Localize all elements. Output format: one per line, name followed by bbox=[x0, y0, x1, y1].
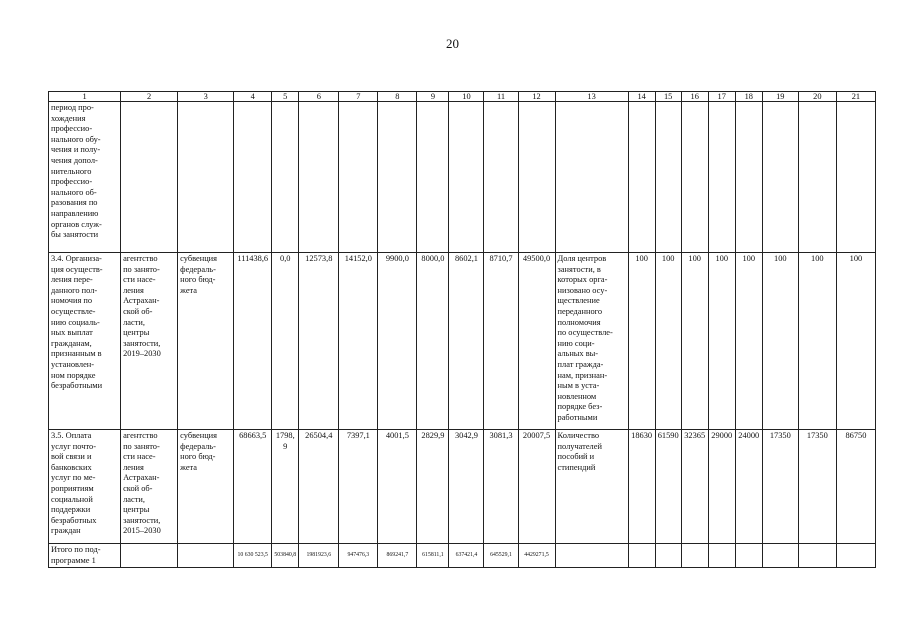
amount-cell: 2829,9 bbox=[417, 430, 449, 544]
funding-source-cell bbox=[178, 102, 234, 253]
indicator-value-cell: 100 bbox=[708, 253, 735, 430]
amount-cell: 4429271,5 bbox=[518, 544, 555, 568]
indicator-value-cell: 100 bbox=[762, 253, 798, 430]
table-row bbox=[49, 430, 876, 544]
executor-cell bbox=[121, 544, 178, 568]
indicator-value-cell bbox=[655, 544, 681, 568]
indicator-value-cell: 100 bbox=[836, 253, 875, 430]
indicator-value-cell bbox=[735, 544, 762, 568]
program-table bbox=[48, 91, 876, 568]
amount-cell: 637421,4 bbox=[449, 544, 484, 568]
indicator-value-cell bbox=[735, 102, 762, 253]
header-cell: 15 bbox=[655, 92, 681, 102]
header-cell: 21 bbox=[836, 92, 875, 102]
header-cell: 6 bbox=[299, 92, 339, 102]
amount-cell: 49500,0 bbox=[518, 253, 555, 430]
indicator-value-cell: 100 bbox=[655, 253, 681, 430]
executor-cell: агентство по занято- сти насе- ления Астрахан- ской об- ласти, центры занятости, 2015–2030 bbox=[121, 430, 178, 544]
indicator-value-cell: 100 bbox=[735, 253, 762, 430]
header-cell: 13 bbox=[555, 92, 628, 102]
indicator-value-cell: 100 bbox=[798, 253, 836, 430]
amount-cell: 947476,3 bbox=[339, 544, 378, 568]
amount-cell bbox=[417, 102, 449, 253]
page-number: 20 bbox=[446, 36, 459, 51]
header-cell: 3 bbox=[178, 92, 234, 102]
amount-cell: 3042,9 bbox=[449, 430, 484, 544]
header-cell: 8 bbox=[378, 92, 417, 102]
indicator-value-cell bbox=[708, 544, 735, 568]
amount-cell: 3081,3 bbox=[484, 430, 518, 544]
amount-cell: 8602,1 bbox=[449, 253, 484, 430]
header-cell: 18 bbox=[735, 92, 762, 102]
amount-cell bbox=[299, 102, 339, 253]
indicator-value-cell bbox=[798, 102, 836, 253]
indicator-value-cell bbox=[836, 102, 875, 253]
activity-cell: период про- хождения профессио- нального обу- чения и полу- чения допол- нительного профессио- нального об- разования по направлению органов служ- бы занятости bbox=[49, 102, 121, 253]
amount-cell bbox=[234, 102, 272, 253]
indicator-value-cell bbox=[762, 102, 798, 253]
table-row bbox=[49, 253, 876, 430]
indicator-value-cell: 61590 bbox=[655, 430, 681, 544]
amount-cell: 8710,7 bbox=[484, 253, 518, 430]
indicator-value-cell bbox=[628, 544, 655, 568]
indicator-value-cell bbox=[836, 544, 875, 568]
activity-cell: Итого по под- программе 1 bbox=[49, 544, 121, 568]
indicator-cell: Количество получателей пособий и стипендий bbox=[555, 430, 628, 544]
header-cell: 1 bbox=[49, 92, 121, 102]
indicator-value-cell: 32365 bbox=[681, 430, 708, 544]
header-cell: 12 bbox=[518, 92, 555, 102]
amount-cell: 1981923,6 bbox=[299, 544, 339, 568]
header-cell: 20 bbox=[798, 92, 836, 102]
indicator-value-cell bbox=[681, 102, 708, 253]
header-cell: 5 bbox=[272, 92, 299, 102]
amount-cell: 615811,1 bbox=[417, 544, 449, 568]
amount-cell: 1798,9 bbox=[272, 430, 299, 544]
amount-cell: 8000,0 bbox=[417, 253, 449, 430]
indicator-value-cell bbox=[708, 102, 735, 253]
amount-cell bbox=[339, 102, 378, 253]
amount-cell: 503840,8 bbox=[272, 544, 299, 568]
indicator-value-cell bbox=[655, 102, 681, 253]
indicator-value-cell: 17350 bbox=[762, 430, 798, 544]
amount-cell: 20007,5 bbox=[518, 430, 555, 544]
header-cell: 14 bbox=[628, 92, 655, 102]
table-row bbox=[49, 102, 876, 253]
amount-cell: 10 630 523,5 bbox=[234, 544, 272, 568]
indicator-value-cell: 100 bbox=[628, 253, 655, 430]
amount-cell: 0,0 bbox=[272, 253, 299, 430]
activity-cell: 3.4. Организа- ция осуществ- ления пере- данного пол- номочия по осуществле- нию социаль- ных выплат гражданам, признанным в установлен- ном порядке безработными bbox=[49, 253, 121, 430]
header-cell: 7 bbox=[339, 92, 378, 102]
amount-cell bbox=[449, 102, 484, 253]
amount-cell: 645529,1 bbox=[484, 544, 518, 568]
indicator-value-cell: 24000 bbox=[735, 430, 762, 544]
amount-cell: 68663,5 bbox=[234, 430, 272, 544]
indicator-value-cell bbox=[628, 102, 655, 253]
amount-cell bbox=[518, 102, 555, 253]
amount-cell: 7397,1 bbox=[339, 430, 378, 544]
indicator-value-cell bbox=[798, 544, 836, 568]
amount-cell: 14152,0 bbox=[339, 253, 378, 430]
amount-cell bbox=[378, 102, 417, 253]
header-cell: 17 bbox=[708, 92, 735, 102]
header-cell: 11 bbox=[484, 92, 518, 102]
amount-cell: 4001,5 bbox=[378, 430, 417, 544]
executor-cell bbox=[121, 102, 178, 253]
indicator-cell: Доля центров занятости, в которых орга- низовано осу- ществление переданного полномочия по осуществле- нию соци- альных вы- плат гражда- нам, признан- ным в уста- новленном порядке без- работными bbox=[555, 253, 628, 430]
header-cell: 16 bbox=[681, 92, 708, 102]
header-cell: 9 bbox=[417, 92, 449, 102]
amount-cell: 111438,6 bbox=[234, 253, 272, 430]
funding-source-cell: субвенция федераль- ного бюд- жета bbox=[178, 253, 234, 430]
indicator-cell bbox=[555, 544, 628, 568]
indicator-cell bbox=[555, 102, 628, 253]
table-row bbox=[49, 544, 876, 568]
table-header-row bbox=[49, 92, 876, 102]
header-cell: 10 bbox=[449, 92, 484, 102]
header-cell: 19 bbox=[762, 92, 798, 102]
header-cell: 4 bbox=[234, 92, 272, 102]
amount-cell: 12573,8 bbox=[299, 253, 339, 430]
activity-cell: 3.5. Оплата услуг почто- вой связи и банковских услуг по ме- роприятиям социальной поддержки безработных граждан bbox=[49, 430, 121, 544]
funding-source-cell: субвенция федераль- ного бюд- жета bbox=[178, 430, 234, 544]
indicator-value-cell: 29000 bbox=[708, 430, 735, 544]
amount-cell bbox=[272, 102, 299, 253]
indicator-value-cell bbox=[762, 544, 798, 568]
funding-source-cell bbox=[178, 544, 234, 568]
indicator-value-cell: 17350 bbox=[798, 430, 836, 544]
indicator-value-cell bbox=[681, 544, 708, 568]
indicator-value-cell: 100 bbox=[681, 253, 708, 430]
amount-cell: 869241,7 bbox=[378, 544, 417, 568]
indicator-value-cell: 86750 bbox=[836, 430, 875, 544]
amount-cell: 9900,0 bbox=[378, 253, 417, 430]
executor-cell: агентство по занято- сти насе- ления Астрахан- ской об- ласти, центры занятости, 2019–2030 bbox=[121, 253, 178, 430]
indicator-value-cell: 18630 bbox=[628, 430, 655, 544]
amount-cell: 26504,4 bbox=[299, 430, 339, 544]
amount-cell bbox=[484, 102, 518, 253]
header-cell: 2 bbox=[121, 92, 178, 102]
